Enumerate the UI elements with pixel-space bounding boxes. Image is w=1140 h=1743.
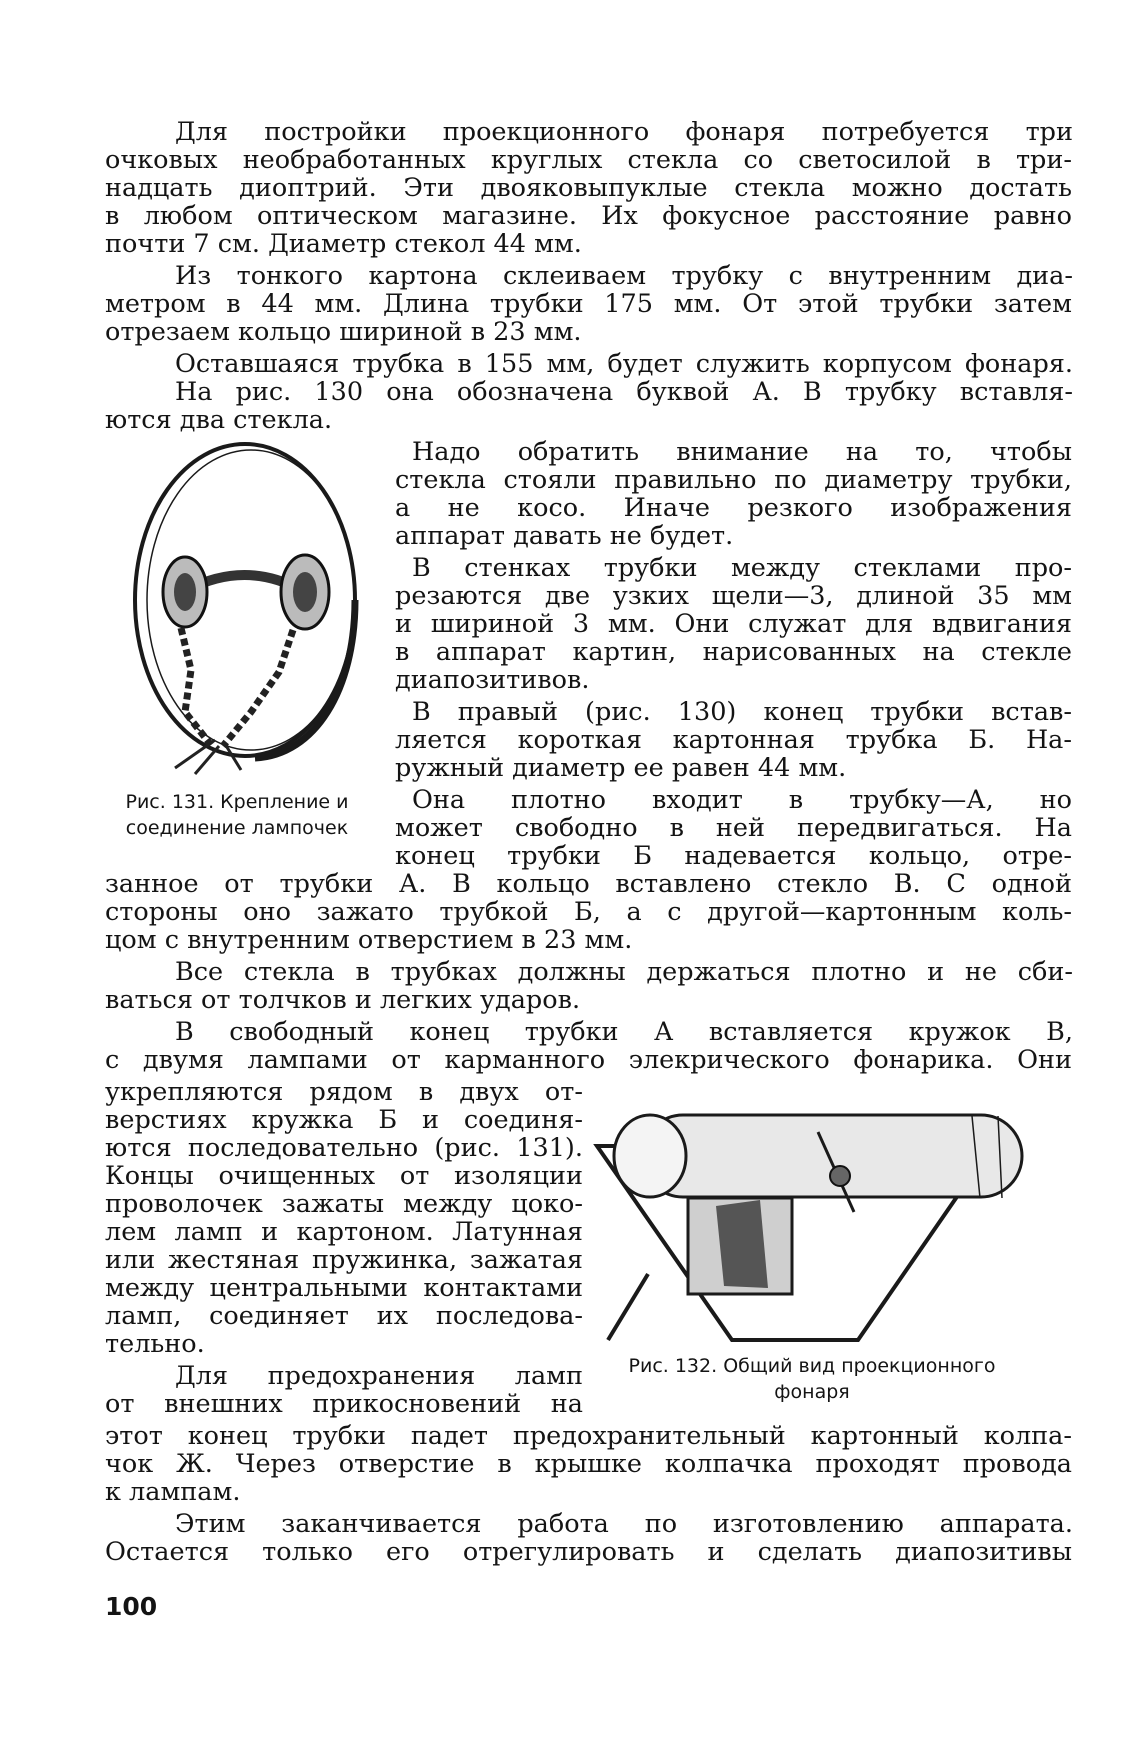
text-line: лем ламп и картоном. Латунная <box>105 1217 583 1247</box>
text-line: Надо обратить внимание на то, чтобы <box>412 437 1072 467</box>
text-line: и шириной 3 мм. Они служат для вдвигания <box>395 609 1072 639</box>
text-line: В свободный конец трубки А вставляется кружок В, <box>175 1017 1073 1047</box>
text-line: верстиях кружка Б и соединя- <box>105 1105 583 1135</box>
caption-line: Рис. 131. Крепление и <box>125 791 349 813</box>
text-line: В правый (рис. 130) конец трубки встав- <box>412 697 1072 727</box>
text-line: проволочек зажаты между цоко- <box>105 1189 583 1219</box>
text-line: стороны оно зажато трубкой Б, а с другой—картонным коль- <box>105 897 1072 927</box>
text-line: тельно. <box>105 1329 205 1359</box>
caption-line: Рис. 132. Общий вид проекционного <box>628 1355 996 1377</box>
text-line: Для постройки проекционного фонаря потребуется три <box>175 117 1073 147</box>
text-line: На рис. 130 она обозначена буквой А. В трубку вставля- <box>175 377 1073 407</box>
text-line: Этим заканчивается работа по изготовлению аппарата. <box>175 1509 1073 1539</box>
text-line: между центральными контактами <box>105 1273 583 1303</box>
text-line: в любом оптическом магазине. Их фокусное расстояние равно <box>105 201 1072 231</box>
text-line: аппарат давать не будет. <box>395 521 734 551</box>
text-line: ружный диаметр ее равен 44 мм. <box>395 753 847 783</box>
text-line: к лампам. <box>105 1477 241 1507</box>
text-line: Она плотно входит в трубку—А, но <box>412 785 1072 815</box>
text-line: Оставшаяся трубка в 155 мм, будет служить корпусом фонаря. <box>175 349 1073 379</box>
text-line: а не косо. Иначе резкого изображения <box>395 493 1072 523</box>
caption-line: фонаря <box>774 1381 850 1403</box>
text-line: Из тонкого картона склеиваем трубку с внутренним диа- <box>175 261 1073 291</box>
text-line: стекла стояли правильно по диаметру трубки, <box>395 465 1072 495</box>
text-line: ются последовательно (рис. 131). <box>105 1133 583 1163</box>
text-line: отрезаем кольцо шириной в 23 мм. <box>105 317 582 347</box>
text-line: надцать диоптрий. Эти двояковыпуклые стекла можно достать <box>105 173 1072 203</box>
text-line: Для предохранения ламп <box>175 1361 583 1391</box>
text-line: чок Ж. Через отверстие в крышке колпачка проходят провода <box>105 1449 1072 1479</box>
caption-line: соединение лампочек <box>125 817 349 839</box>
text-line: занное от трубки А. В кольцо вставлено стекло В. С одной <box>105 869 1072 899</box>
text-line: диапозитивов. <box>395 665 590 695</box>
text-line: В стенках трубки между стеклами про- <box>412 553 1072 583</box>
text-line: с двумя лампами от карманного элекрического фонарика. Они <box>105 1045 1072 1075</box>
text-line: этот конец трубки падет предохранительный картонный колпа- <box>105 1421 1072 1451</box>
text-line: ламп, соединяет их последова- <box>105 1301 583 1331</box>
text-line: ляется короткая картонная трубка Б. На- <box>395 725 1072 755</box>
text-line: почти 7 см. Диаметр стекол 44 мм. <box>105 229 582 259</box>
text-line: очковых необработанных круглых стекла со светосилой в три- <box>105 145 1072 175</box>
page-number: 100 <box>105 1592 158 1621</box>
text-line: конец трубки Б надевается кольцо, отре- <box>395 841 1072 871</box>
text-line: ваться от толчков и легких ударов. <box>105 985 581 1015</box>
text-line: резаются две узких щели—3, длиной 35 мм <box>395 581 1072 611</box>
text-line: Концы очищенных от изоляции <box>105 1161 583 1191</box>
text-line: укрепляются рядом в двух от- <box>105 1077 583 1107</box>
text-line: Все стекла в трубках должны держаться плотно и не сби- <box>175 957 1073 987</box>
text-line: цом с внутренним отверстием в 23 мм. <box>105 925 633 955</box>
text-line: в аппарат картин, нарисованных на стекле <box>395 637 1072 667</box>
text-line: может свободно в ней передвигаться. На <box>395 813 1072 843</box>
figure-131-lamp-disc <box>115 440 377 778</box>
text-line: Остается только его отрегулировать и сделать диапозитивы <box>105 1537 1072 1567</box>
text-line: метром в 44 мм. Длина трубки 175 мм. От этой трубки затем <box>105 289 1072 319</box>
text-line: от внешних прикосновений на <box>105 1389 583 1419</box>
figure-132-projector <box>592 1108 1032 1348</box>
text-line: ются два стекла. <box>105 405 333 435</box>
text-line: или жестяная пружинка, зажатая <box>105 1245 583 1275</box>
